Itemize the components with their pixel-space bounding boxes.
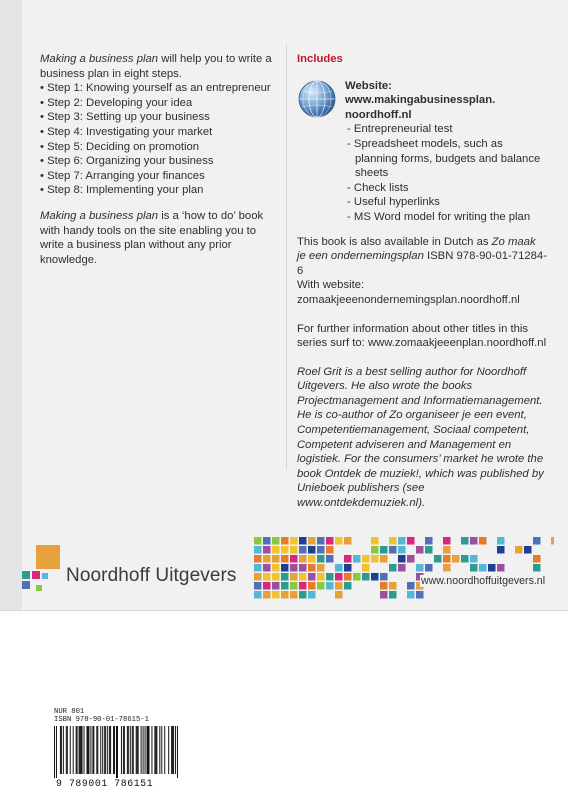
color-mosaic: [254, 537, 554, 599]
barcode-bar: [70, 726, 71, 774]
mosaic-tile: [371, 573, 379, 581]
intro-text: will help you to write a business plan in eight steps.: [40, 53, 272, 80]
barcode-bar: [156, 726, 157, 774]
dutch-edition-paragraph: [297, 235, 547, 308]
barcode-bar: [145, 726, 146, 774]
barcode-bar: [86, 726, 87, 774]
features-list: [347, 122, 547, 224]
mosaic-tile: [461, 555, 469, 563]
mosaic-tile: [353, 555, 361, 563]
nur-code: NUR 801: [54, 708, 85, 716]
barcode-bar: [159, 726, 160, 774]
barcode-bar: [148, 726, 149, 774]
mosaic-tile: [281, 546, 289, 554]
mosaic-tile: [254, 582, 262, 590]
mosaic-tile: [389, 537, 397, 545]
barcode-number: 9 789001 786151: [56, 778, 154, 789]
includes-heading: Includes: [297, 53, 343, 65]
step-item: • Step 6: Organizing your business: [40, 154, 280, 169]
mosaic-tile: [299, 591, 307, 599]
barcode-bar: [130, 726, 131, 774]
publisher-logo-icon: [22, 545, 62, 593]
mosaic-tile: [281, 573, 289, 581]
mosaic-tile: [335, 582, 343, 590]
barcode-bar: [136, 726, 137, 774]
mosaic-tile: [551, 537, 554, 545]
barcode-bar: [123, 726, 124, 774]
mosaic-tile: [281, 582, 289, 590]
mosaic-tile: [497, 564, 505, 572]
feature-item: - Spreadsheet models, such as planning forms, budgets and balance sheets: [347, 137, 547, 181]
barcode-bar: [110, 726, 111, 774]
dutch-title: Zo maak je een ondernemingsplan: [297, 235, 536, 263]
mosaic-tile: [308, 582, 316, 590]
mosaic-tile: [380, 591, 388, 599]
barcode-bar: [104, 726, 105, 774]
column-divider: [286, 44, 287, 469]
mosaic-tile: [326, 546, 334, 554]
mosaic-tile: [443, 564, 451, 572]
barcode-bar: [105, 726, 106, 774]
mosaic-tile: [281, 537, 289, 545]
mosaic-tile: [380, 555, 388, 563]
barcode-bar: [97, 726, 98, 774]
barcode-bar: [113, 726, 114, 774]
dutch-prefix: This book is also available in Dutch as: [297, 235, 492, 248]
step-item: • Step 2: Developing your idea: [40, 96, 280, 111]
barcode-bar: [84, 726, 85, 774]
dutch-website[interactable]: With website: zomaakjeeenondernemingsplan.noordhoff.nl: [297, 279, 520, 306]
mosaic-tile: [335, 573, 343, 581]
mosaic-tile: [272, 546, 280, 554]
barcode-bar: [92, 726, 93, 774]
barcode-bar: [155, 726, 156, 774]
mosaic-tile: [317, 573, 325, 581]
barcode-bar: [88, 726, 89, 774]
mosaic-tile: [290, 564, 298, 572]
barcode-bar: [137, 726, 138, 774]
mosaic-tile: [290, 555, 298, 563]
barcode-bar: [82, 726, 83, 774]
mosaic-tile: [434, 555, 442, 563]
mosaic-tile: [254, 537, 262, 545]
mosaic-tile: [281, 564, 289, 572]
website-url-line2[interactable]: noordhoff.nl: [345, 108, 412, 121]
mosaic-tile: [308, 591, 316, 599]
mosaic-tile: [272, 591, 280, 599]
mosaic-tile: [290, 537, 298, 545]
mosaic-tile: [371, 546, 379, 554]
barcode-bar: [121, 726, 122, 774]
globe-icon: [297, 79, 337, 119]
mosaic-tile: [380, 546, 388, 554]
mosaic-tile: [299, 582, 307, 590]
mosaic-tile: [272, 573, 280, 581]
mosaic-tile: [299, 573, 307, 581]
barcode-bar: [73, 726, 74, 774]
barcode-bar: [117, 726, 118, 778]
mosaic-tile: [524, 546, 532, 554]
feature-item: - MS Word model for writing the plan: [347, 210, 547, 225]
barcode-bar: [96, 726, 97, 774]
mosaic-tile: [272, 564, 280, 572]
barcode-bar: [149, 726, 150, 774]
mosaic-tile: [308, 564, 316, 572]
barcode-bar: [116, 726, 117, 778]
mosaic-tile: [533, 555, 541, 563]
mosaic-tile: [254, 555, 262, 563]
mosaic-tile: [254, 546, 262, 554]
mosaic-tile: [533, 537, 541, 545]
mosaic-tile: [263, 564, 271, 572]
howto-paragraph: [40, 209, 280, 267]
barcode-bar: [164, 726, 165, 774]
barcode-bar: [151, 726, 152, 774]
mosaic-tile: [362, 573, 370, 581]
mosaic-tile: [335, 537, 343, 545]
barcode-bar: [63, 726, 64, 774]
barcode-bar: [87, 726, 88, 774]
barcode-bar: [54, 726, 55, 778]
mosaic-tile: [263, 555, 271, 563]
barcode-bar: [171, 726, 172, 774]
isbn-code: ISBN 978-90-01-78615-1: [54, 716, 149, 725]
barcode-bar: [56, 726, 57, 778]
barcode-bar: [76, 726, 77, 774]
mosaic-tile: [308, 537, 316, 545]
barcode-bar: [127, 726, 128, 774]
mosaic-tile: [299, 546, 307, 554]
mosaic-tile: [308, 573, 316, 581]
mosaic-tile: [416, 546, 424, 554]
mosaic-tile: [470, 537, 478, 545]
mosaic-tile: [326, 537, 334, 545]
website-block: [297, 79, 547, 123]
mosaic-tile: [299, 564, 307, 572]
mosaic-tile: [335, 591, 343, 599]
website-label: Website:: [345, 79, 392, 92]
step-item: • Step 8: Implementing your plan: [40, 183, 280, 198]
howto-text: is a ‘how to do’ book with handy tools on the site enabling you to write a business plan without any prior knowledge.: [40, 209, 264, 266]
mosaic-tile: [407, 591, 415, 599]
mosaic-tile: [380, 582, 388, 590]
mosaic-tile: [272, 537, 280, 545]
mosaic-tile: [425, 546, 433, 554]
mosaic-tile: [281, 591, 289, 599]
barcode-bar: [90, 726, 91, 774]
mosaic-tile: [263, 582, 271, 590]
mosaic-tile: [254, 591, 262, 599]
barcode-bar: [77, 726, 78, 774]
mosaic-tile: [443, 555, 451, 563]
mosaic-tile: [344, 564, 352, 572]
step-item: • Step 5: Deciding on promotion: [40, 140, 280, 155]
mosaic-tile: [308, 555, 316, 563]
mosaic-tile: [470, 555, 478, 563]
mosaic-tile: [353, 573, 361, 581]
mosaic-tile: [254, 564, 262, 572]
author-bio: Roel Grit is a best selling author for Noordhoff Uitgevers. He also wrote the books Projectmanagement and Informatiemanagement. He is co-author of Zo organiseer je een event, Competentiemanagement, Sociaal competent, Competent adviseren and Management en logistiek. For the consumers’ market he wrote the book Ontdek de muziek!, which was published by Unieboek publishers (see www.ontdekdemuziek.nl).: [297, 365, 544, 510]
barcode-bar: [114, 726, 115, 774]
barcode-bar: [138, 726, 139, 774]
mosaic-tile: [443, 537, 451, 545]
step-item: • Step 7: Arranging your finances: [40, 169, 280, 184]
mosaic-tile: [398, 555, 406, 563]
mosaic-tile: [488, 564, 496, 572]
barcode-bar: [132, 726, 133, 774]
barcode-bar: [100, 726, 101, 774]
mosaic-tile: [425, 537, 433, 545]
mosaic-tile: [263, 546, 271, 554]
mosaic-tile: [479, 564, 487, 572]
mosaic-tile: [389, 546, 397, 554]
mosaic-tile: [290, 582, 298, 590]
mosaic-tile: [317, 564, 325, 572]
mosaic-tile: [281, 555, 289, 563]
barcode-bar: [177, 726, 178, 778]
barcode-bar: [143, 726, 144, 774]
mosaic-tile: [344, 555, 352, 563]
barcode-bar: [154, 726, 155, 774]
barcode-bar: [147, 726, 148, 774]
barcode-bar: [107, 726, 108, 774]
mosaic-tile: [398, 564, 406, 572]
howto-book-title: Making a business plan: [40, 209, 159, 222]
mosaic-tile: [533, 564, 541, 572]
dutch-isbn: ISBN 978-90-01-71284-6: [297, 250, 547, 277]
barcode-bar: [173, 726, 174, 774]
mosaic-tile: [416, 591, 424, 599]
mosaic-tile: [461, 537, 469, 545]
mosaic-tile: [344, 537, 352, 545]
barcode-bar: [168, 726, 169, 774]
barcode-bar: [67, 726, 68, 774]
mosaic-tile: [272, 555, 280, 563]
mosaic-tile: [470, 564, 478, 572]
step-item: • Step 3: Setting up your business: [40, 110, 280, 125]
mosaic-tile: [515, 546, 523, 554]
mosaic-tile: [344, 582, 352, 590]
includes-column: [297, 52, 547, 511]
mosaic-tile: [263, 573, 271, 581]
mosaic-tile: [317, 537, 325, 545]
mosaic-tile: [299, 537, 307, 545]
barcode-bar: [66, 726, 67, 774]
mosaic-tile: [326, 555, 334, 563]
mosaic-tile: [479, 537, 487, 545]
mosaic-tile: [398, 546, 406, 554]
barcode: [54, 726, 180, 778]
step-item: • Step 1: Knowing yourself as an entrepreneur: [40, 81, 280, 96]
mosaic-tile: [299, 555, 307, 563]
mosaic-tile: [317, 582, 325, 590]
feature-item: - Check lists: [347, 181, 547, 196]
barcode-bar: [172, 726, 173, 774]
catalog-codes: [54, 708, 149, 725]
mosaic-tile: [254, 573, 262, 581]
barcode-bar: [93, 726, 94, 774]
mosaic-tile: [497, 546, 505, 554]
steps-list: [40, 81, 280, 198]
barcode-bar: [79, 726, 80, 774]
barcode-bar: [161, 726, 162, 774]
mosaic-tile: [389, 591, 397, 599]
barcode-bar: [175, 726, 176, 774]
mosaic-tile: [407, 537, 415, 545]
barcode-bar: [61, 726, 62, 774]
intro-book-title: Making a business plan: [40, 53, 159, 65]
mosaic-tile: [371, 555, 379, 563]
mosaic-tile: [290, 591, 298, 599]
barcode-bar: [124, 726, 125, 774]
intro-paragraph: [40, 52, 280, 81]
step-item: • Step 4: Investigating your market: [40, 125, 280, 140]
mosaic-tile: [389, 564, 397, 572]
barcode-bar: [128, 726, 129, 774]
feature-item: - Entrepreneurial test: [347, 122, 547, 137]
mosaic-tile: [416, 564, 424, 572]
mosaic-tile: [362, 564, 370, 572]
mosaic-tile: [452, 555, 460, 563]
barcode-bar: [141, 726, 142, 774]
description-column: [40, 52, 280, 267]
mosaic-tile: [263, 537, 271, 545]
mosaic-tile: [425, 564, 433, 572]
mosaic-tile: [398, 537, 406, 545]
mosaic-tile: [263, 591, 271, 599]
mosaic-tile: [371, 537, 379, 545]
barcode-bar: [102, 726, 103, 774]
mosaic-tile: [389, 582, 397, 590]
mosaic-tile: [497, 537, 505, 545]
barcode-bar: [60, 726, 61, 774]
further-info-paragraph: For further information about other titles in this series surf to: www.zomaakjeeenplan.noordhoff.nl: [297, 322, 547, 350]
mosaic-tile: [407, 582, 415, 590]
mosaic-tile: [380, 573, 388, 581]
mosaic-tile: [290, 546, 298, 554]
barcode-bar: [133, 726, 134, 774]
mosaic-tile: [326, 573, 334, 581]
mosaic-tile: [272, 582, 280, 590]
publisher-name: Noordhoff Uitgevers: [66, 565, 237, 586]
mosaic-tile: [290, 573, 298, 581]
mosaic-tile: [335, 564, 343, 572]
website-url-line1[interactable]: www.makingabusinessplan.: [345, 94, 496, 107]
mosaic-tile: [443, 546, 451, 554]
mosaic-tile: [317, 555, 325, 563]
feature-item: - Useful hyperlinks: [347, 195, 547, 210]
publisher-url[interactable]: www.noordhoffuitgevers.nl: [421, 575, 546, 587]
mosaic-tile: [326, 582, 334, 590]
mosaic-tile: [362, 555, 370, 563]
mosaic-tile: [317, 546, 325, 554]
cover-edge: [0, 0, 22, 610]
mosaic-tile: [407, 555, 415, 563]
mosaic-tile: [344, 573, 352, 581]
barcode-bar: [81, 726, 82, 774]
barcode-bar: [109, 726, 110, 774]
barcode-bar: [80, 726, 81, 774]
mosaic-tile: [308, 546, 316, 554]
